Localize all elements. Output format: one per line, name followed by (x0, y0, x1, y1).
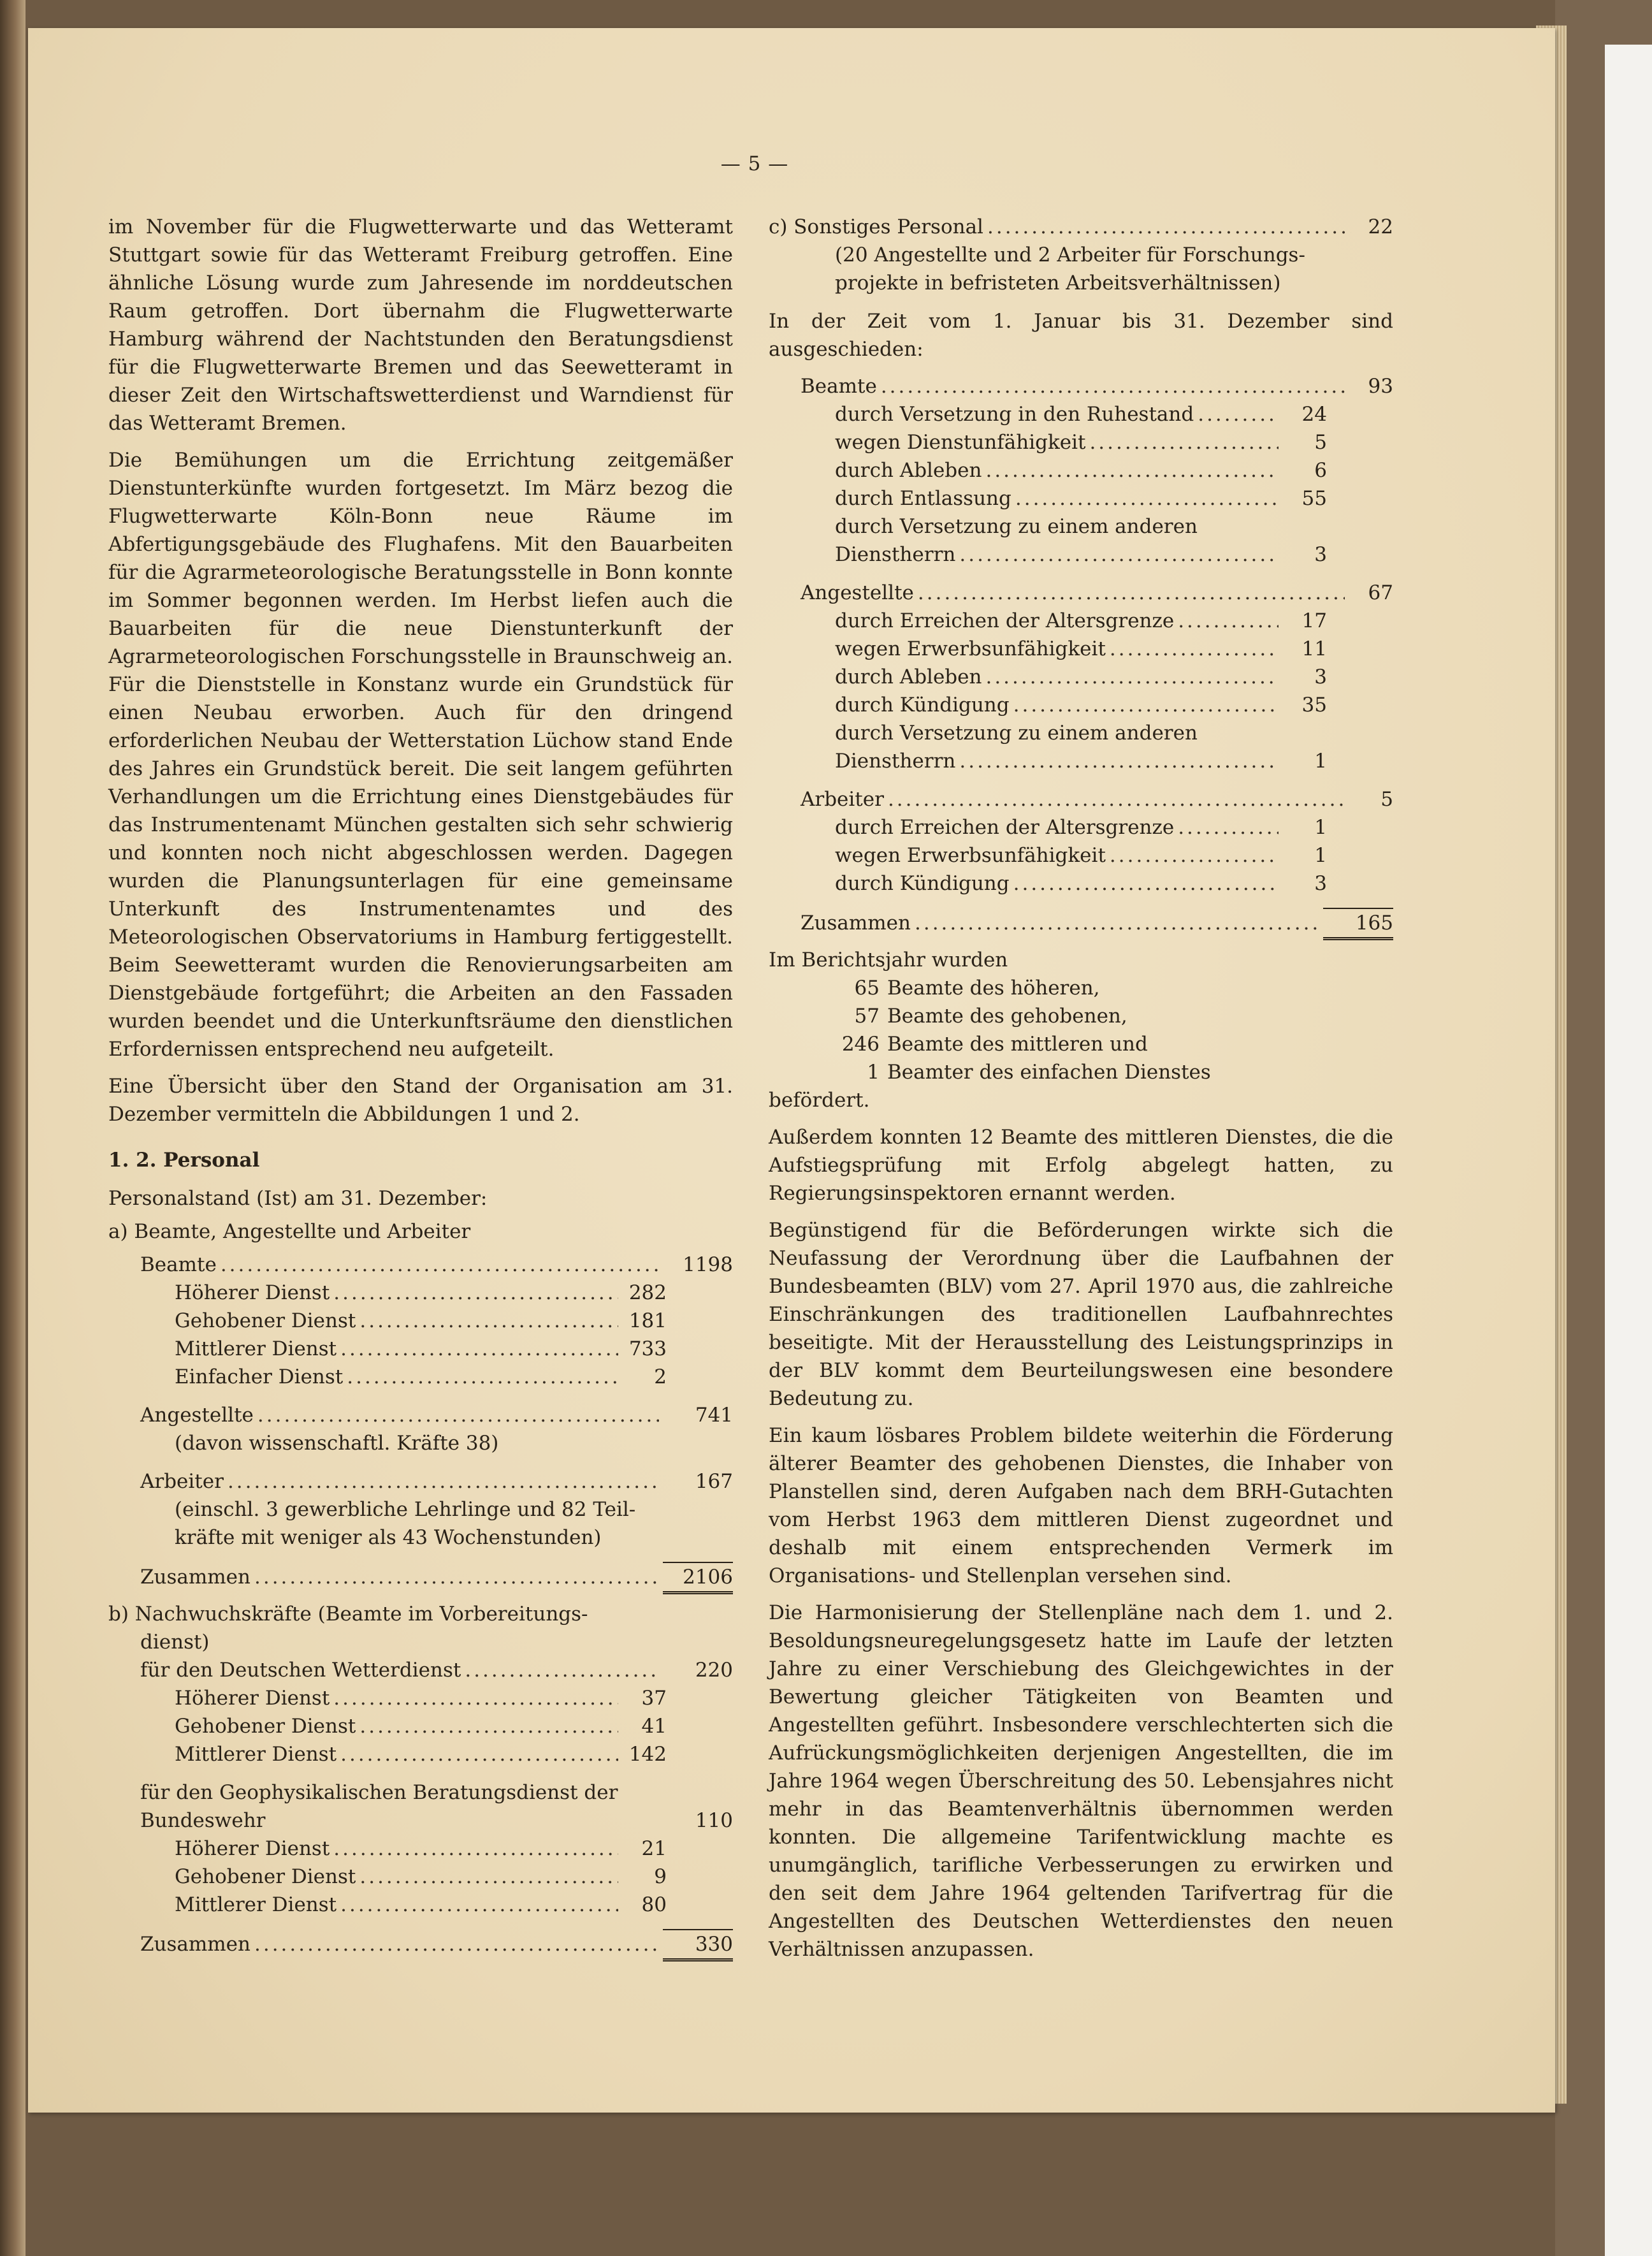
right-column (769, 213, 1393, 1972)
paragraph: Eine Übersicht über den Stand der Organisation am 31. Dezember vermitteln die Abbildungen 1 und 2. (108, 1075, 733, 1126)
row-value: 17 (1301, 609, 1327, 632)
row-value: 9 (654, 1865, 667, 1888)
row-label: durch Ableben (835, 666, 982, 688)
leader-dots (359, 1307, 618, 1335)
row-value: 1198 (683, 1253, 733, 1276)
row-label: Höherer Dienst (175, 1837, 330, 1860)
section-heading: 1. 2. Personal (108, 1149, 260, 1172)
row-label: Zusammen (140, 1933, 250, 1956)
list-number: 246 (841, 1033, 880, 1056)
leader-dots (340, 1335, 618, 1363)
row-label: Beamte (801, 375, 877, 398)
table-row (108, 1712, 667, 1740)
row-label: c) Sonstiges Personal (769, 215, 983, 238)
list-item (769, 1058, 1393, 1086)
row-value: 55 (1301, 487, 1327, 510)
row-label: wegen Erwerbsunfähigkeit (835, 637, 1106, 660)
table-row (769, 841, 1327, 870)
paragraph: Die Bemühungen um die Errichtung zeitgemäßer Dienstunterkünfte wurden fortgesetzt. Im März bezog die Flugwetterwarte Köln-Bonn neue Räume im Abfertigungsgebäude des Flughafens. Mit den Bauarbeiten für die Agrarmeteorologische Beratungsstelle in Bonn konnte im Sommer begonnen werden. Im Herbst liefen auch die Bauarbeiten für die neue Dienstunterkunft der Agrarmeteorologischen Forschungsstelle in Braunschweig an. Für die Dienststelle in Konstanz wurde ein Grundstück für einen Neubau erworben. Auch für den dringend erforderlichen Neubau der Wetterstation Lüchow stand Ende des Jahres ein Grundstück bereit. Die seit langem geführten Verhandlungen um die Errichtung eines Dienstgebäudes für das Instrumentenamt München gestalten sich sehr schwierig und konnten noch nicht abgeschlossen werden. Dagegen wurden die Planungsunterlagen für eine gemeinsame Unterkunft des Instrumentenamtes und des Meteorologischen Observatoriums in Hamburg fertiggestellt. Beim Seewetteramt wurden die Renovierungsarbeiten am Dienstgebäude fortgeführt; die Arbeiten an den Fassaden wurden beendet und die Unterkunftsräume den dienstlichen Erfordernissen entsprechend neu aufgeteilt. (108, 449, 733, 1061)
row-label: Gehobener Dienst (175, 1309, 356, 1332)
list-item (769, 974, 1393, 1002)
paragraph: Ein kaum lösbares Problem bildete weiterhin die Förderung älterer Beamter des gehobenen Dienstes, die Inhaber von Planstellen sind, deren Aufgaben nach dem BRH-Gutachten vom Herbst 1963 dem mittleren Dienst zugeordnet und deshalb mit einem entsprechenden Vermerk im Organisations- und Stellenplan versehen sind. (769, 1424, 1393, 1587)
row-label: Mittlerer Dienst (175, 1337, 337, 1360)
paragraph: Außerdem konnten 12 Beamte des mittleren Dienstes, die die Aufstiegsprüfung mit Erfolg abgelegt hatten, zu Regierungsinspektoren ernannt werden. (769, 1126, 1393, 1205)
row-value: 35 (1301, 694, 1327, 717)
section-b-label: b) Nachwuchskräfte (Beamte im Vorbereitungs- (108, 1603, 588, 1626)
row-label: Dienstherrn (835, 543, 956, 566)
leader-dots (333, 1279, 618, 1307)
table-row (769, 870, 1327, 898)
table-row (108, 1363, 667, 1391)
row-value: 181 (628, 1309, 667, 1332)
row-label: für den Deutschen Wetterdienst (140, 1659, 461, 1682)
table-row (769, 607, 1327, 635)
row-value: 6 (1314, 459, 1327, 482)
row-value: 110 (695, 1809, 733, 1832)
row-label: Bundeswehr (140, 1809, 266, 1832)
left-column (108, 213, 733, 1957)
list-item (769, 1030, 1393, 1058)
row-value: 37 (641, 1687, 667, 1710)
leader-dots (1110, 635, 1279, 663)
leader-dots (959, 747, 1279, 775)
leader-dots (1198, 400, 1279, 428)
row-value: 282 (628, 1281, 667, 1304)
paragraph: In der Zeit vom 1. Januar bis 31. Dezember sind ausgeschieden: (769, 310, 1393, 361)
leader-dots (254, 1930, 659, 1958)
row-value: 93 (1368, 375, 1393, 398)
row-value: 67 (1368, 581, 1393, 604)
note: (20 Angestellte und 2 Arbeiter für Forschungs- (835, 244, 1305, 266)
row-label: Beamte (140, 1253, 217, 1276)
paragraph: Im Berichtsjahr wurden (769, 949, 1008, 972)
leader-dots (333, 1684, 618, 1712)
leader-dots (1089, 428, 1279, 456)
row-label: durch Versetzung zu einem anderen (835, 515, 1198, 538)
table-row (108, 1740, 667, 1768)
leader-dots (333, 1835, 618, 1863)
leader-dots (918, 579, 1345, 607)
list-item (769, 1002, 1393, 1030)
scan-margin (1605, 45, 1652, 2256)
table-row (108, 1863, 667, 1891)
leader-dots (340, 1891, 618, 1919)
leader-dots (1015, 484, 1279, 513)
total-row (769, 908, 1393, 936)
row-value: 80 (641, 1893, 667, 1916)
row-label: durch Erreichen der Altersgrenze (835, 609, 1175, 632)
row-value: 3 (1314, 872, 1327, 895)
leader-dots (359, 1863, 618, 1891)
row-label: Zusammen (140, 1566, 250, 1589)
table-row (108, 1807, 733, 1835)
table-row (108, 1251, 733, 1279)
row-value: 3 (1314, 666, 1327, 688)
leader-dots (987, 213, 1351, 241)
row-value: 41 (641, 1715, 667, 1738)
table-row (769, 785, 1393, 813)
row-value: 741 (695, 1404, 733, 1427)
table-row (769, 372, 1393, 400)
row-value: 3 (1314, 543, 1327, 566)
list-number: 1 (867, 1061, 880, 1084)
row-label: Mittlerer Dienst (175, 1743, 337, 1766)
page-number: — 5 — (720, 152, 789, 175)
leader-dots (1013, 691, 1279, 719)
leader-dots (1178, 607, 1279, 635)
leader-dots (888, 785, 1345, 813)
row-value: 142 (628, 1743, 667, 1766)
table-row (108, 1307, 667, 1335)
row-label: Angestellte (140, 1404, 254, 1427)
section-b-label: dienst) (140, 1631, 210, 1654)
row-label: wegen Dienstunfähigkeit (835, 431, 1086, 454)
leader-dots (257, 1401, 659, 1429)
leader-dots (465, 1656, 659, 1684)
table-row (108, 1891, 667, 1919)
leader-dots (985, 663, 1279, 691)
row-value: 1 (1314, 844, 1327, 867)
note: kräfte mit weniger als 43 Wochenstunden) (175, 1526, 602, 1549)
table-row (108, 1279, 667, 1307)
row-value: 22 (1368, 215, 1393, 238)
row-label: durch Versetzung zu einem anderen (835, 722, 1198, 745)
row-value: 2 (654, 1365, 667, 1388)
row-label: Angestellte (801, 581, 914, 604)
paragraph: Begünstigend für die Beförderungen wirkte sich die Neufassung der Verordnung über die Laufbahnen der Bundesbeamten (BLV) vom 27. April 1970 aus, die zahlreiche Einschränkungen des traditionellen Laufbahnrechtes beseitigte. Mit der Herausstellung des Leistungsprinzips in der BLV kommt dem Beurteilungswesen eine besondere Bedeutung zu. (769, 1219, 1393, 1410)
row-label: Gehobener Dienst (175, 1865, 356, 1888)
table-row (769, 484, 1327, 513)
total-row (108, 1929, 733, 1957)
row-value: 220 (695, 1659, 733, 1682)
row-label: Einfacher Dienst (175, 1365, 344, 1388)
total-value: 2106 (663, 1562, 733, 1594)
row-label: Dienstherrn (835, 750, 956, 773)
table-row (769, 813, 1327, 841)
table-row (769, 456, 1327, 484)
row-label: Arbeiter (140, 1470, 224, 1493)
note: (davon wissenschaftl. Kräfte 38) (175, 1432, 499, 1455)
table-row (769, 635, 1327, 663)
row-value: 1 (1314, 750, 1327, 773)
list-text: Beamte des gehobenen, (887, 1005, 1127, 1028)
table-row (769, 541, 1327, 569)
book-spine-edge (0, 0, 25, 2256)
row-value: 733 (628, 1337, 667, 1360)
leader-dots (340, 1740, 618, 1768)
note: (einschl. 3 gewerbliche Lehrlinge und 82 Teil- (175, 1498, 636, 1521)
list-text: Beamte des höheren, (887, 977, 1100, 1000)
paragraph: befördert. (769, 1089, 870, 1112)
leader-dots (254, 1563, 659, 1591)
leader-dots (359, 1712, 618, 1740)
personalstand-label: Personalstand (Ist) am 31. Dezember: (108, 1187, 488, 1210)
list-text: Beamter des einfachen Dienstes (887, 1061, 1211, 1084)
leader-dots (915, 909, 1319, 937)
leader-dots (228, 1467, 659, 1496)
row-label: für den Geophysikalischen Beratungsdienst der (140, 1781, 618, 1804)
leader-dots (1110, 841, 1279, 870)
total-value: 330 (663, 1929, 733, 1961)
table-row (769, 400, 1327, 428)
row-label: wegen Erwerbsunfähigkeit (835, 844, 1106, 867)
leader-dots (1178, 813, 1279, 841)
table-row (108, 1656, 733, 1684)
table-row (108, 1335, 667, 1363)
section-a-label: a) Beamte, Angestellte und Arbeiter (108, 1220, 471, 1243)
table-row (108, 1401, 733, 1429)
total-value: 165 (1323, 908, 1393, 940)
leader-dots (881, 372, 1345, 400)
paragraph: im November für die Flugwetterwarte und das Wetteramt Stuttgart sowie für das Wetteramt Freiburg getroffen. Eine ähnliche Lösung wurde zum Jahresende im norddeutschen Raum getroffen. Dort übernahm die Flugwetterwarte Hamburg während der Nachtstunden den Beratungsdienst für die Flugwetterwarte Bremen und das Seewetteramt in dieser Zeit den Wirtschaftswetterdienst und Warndienst für das Wetteramt Bremen. (108, 215, 733, 435)
row-label: Gehobener Dienst (175, 1715, 356, 1738)
row-value: 5 (1314, 431, 1327, 454)
table-row (108, 1684, 667, 1712)
row-label: durch Versetzung in den Ruhestand (835, 403, 1194, 426)
table-row (108, 1467, 733, 1496)
leader-dots (347, 1363, 618, 1391)
leader-dots (959, 541, 1279, 569)
table-row (769, 691, 1327, 719)
row-value: 1 (1314, 816, 1327, 839)
row-label: Höherer Dienst (175, 1281, 330, 1304)
row-label: Mittlerer Dienst (175, 1893, 337, 1916)
leader-dots (1013, 870, 1279, 898)
row-value: 21 (641, 1837, 667, 1860)
row-value: 5 (1380, 788, 1393, 811)
row-label: durch Kündigung (835, 872, 1010, 895)
table-row (108, 1835, 667, 1863)
row-value: 11 (1301, 637, 1327, 660)
row-value: 24 (1301, 403, 1327, 426)
row-label: Höherer Dienst (175, 1687, 330, 1710)
leader-dots (221, 1251, 659, 1279)
document-page (28, 28, 1555, 2113)
row-value: 167 (695, 1470, 733, 1493)
list-number: 57 (854, 1005, 880, 1028)
table-row (769, 663, 1327, 691)
row-label: Arbeiter (801, 788, 884, 811)
row-label: durch Erreichen der Altersgrenze (835, 816, 1175, 839)
leader-dots (985, 456, 1279, 484)
table-row (769, 747, 1327, 775)
total-row (108, 1562, 733, 1590)
table-row (769, 213, 1393, 241)
row-label: durch Kündigung (835, 694, 1010, 717)
paragraph: Die Harmonisierung der Stellenpläne nach dem 1. und 2. Besoldungsneuregelungsgesetz hatte im Laufe der letzten Jahre zu einer Verschiebung des Gleichgewichtes in der Bewertung gleicher Tätigkeiten von Beamten und Angestellten geführt. Insbesondere verschlechterten sich die Aufrückungsmöglichkeiten derjenigen Angestellten, die im Jahre 1964 wegen Überschreitung des 50. Lebensjahres nicht mehr in das Beamtenverhältnis übernommen werden konnten. Die allgemeine Tarifentwicklung machte es unumgänglich, tarifliche Verbesserungen zu erwirken und den seit dem Jahre 1964 geltenden Tarifvertrag für die Angestellten des Deutschen Wetterdienstes den neuen Verhältnissen anzupassen. (769, 1601, 1393, 1961)
table-row (769, 579, 1393, 607)
row-label: Zusammen (801, 912, 911, 935)
table-row (769, 428, 1327, 456)
note: projekte in befristeten Arbeitsverhältnissen) (835, 272, 1281, 295)
list-text: Beamte des mittleren und (887, 1033, 1148, 1056)
row-label: durch Entlassung (835, 487, 1011, 510)
row-label: durch Ableben (835, 459, 982, 482)
list-number: 65 (854, 977, 880, 1000)
